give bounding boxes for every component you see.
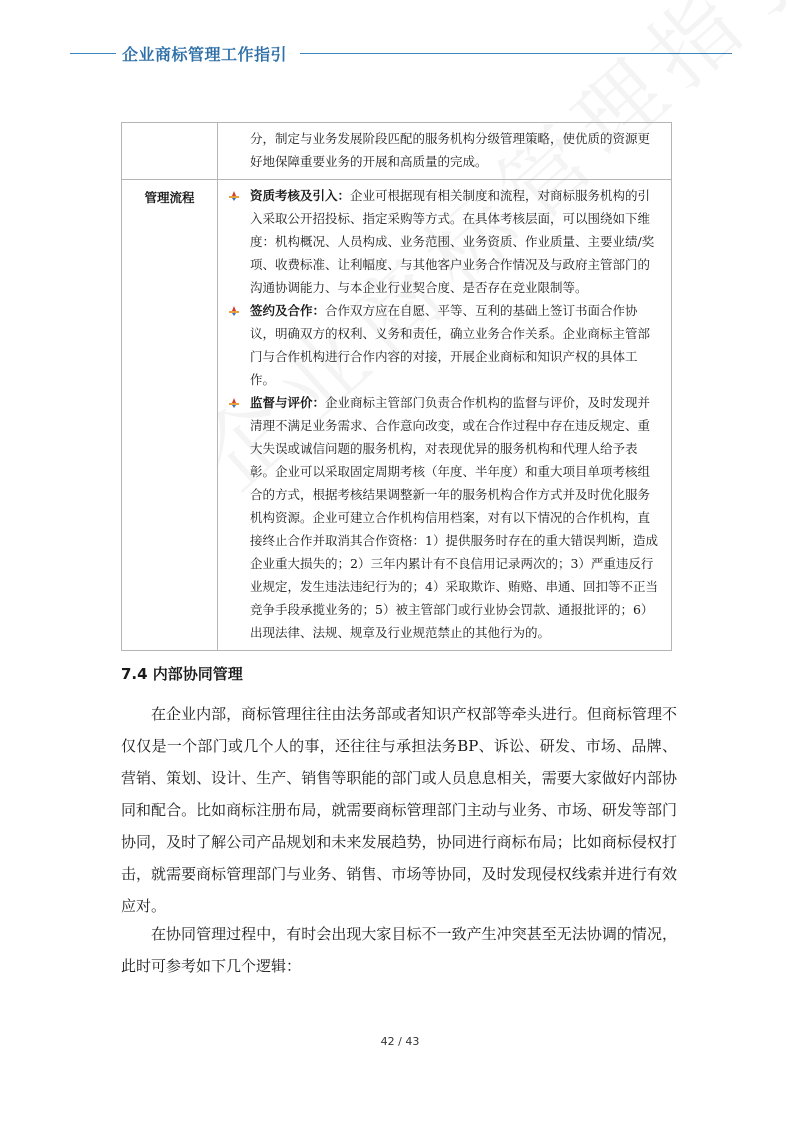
bullet-arrow-icon (228, 397, 240, 409)
bullet-arrow-icon (228, 305, 240, 317)
row-label: 管理流程 (122, 180, 218, 651)
header-rule-left (70, 53, 116, 54)
bullet-item-contract (228, 299, 661, 391)
bullet-head: 监督与评价： (250, 395, 326, 410)
page-number: 42 / 43 (380, 1035, 420, 1048)
body-paragraph: 在协同管理过程中，有时会出现大家目标不一致产生冲突甚至无法协调的情况，此时可参考如下几个逻辑： (121, 925, 677, 975)
header-rule-right (300, 53, 732, 54)
header-title: 企业商标管理工作指引 (122, 45, 288, 64)
management-table (121, 122, 672, 651)
bullet-text: 企业可根据现有相关制度和流程，对商标服务机构的引入采取公开招投标、指定采购等方式。在具体考核层面，可以围绕如下维度：机构概况、人员构成、业务范围、业务资质、作业质量、主要业绩/奖项、收费标准、让利幅度、与其他客户业务合作情况及与政府主管部门的沟通协调能力、与本企业行业契合度、是否存在竞业限制等。 (250, 188, 655, 295)
table-row (122, 180, 672, 651)
page-header (70, 40, 732, 66)
continuation-text: 分，制定与业务发展阶段匹配的服务机构分级管理策略，使优质的资源更好地保障重要业务的开展和高质量的完成。 (250, 131, 651, 169)
continuation-cell (218, 123, 672, 180)
bullet-item-evaluation (228, 391, 661, 644)
process-cell (218, 180, 672, 651)
bullet-head: 资质考核及引入： (250, 188, 351, 203)
bullet-arrow-icon (228, 190, 240, 202)
bullet-head: 签约及合作： (250, 303, 326, 318)
empty-label-cell (122, 123, 218, 180)
section-title: 7.4 内部协同管理 (121, 665, 243, 683)
bullet-text: 企业商标主管部门负责合作机构的监督与评价，及时发现并清理不满足业务需求、合作意向改变，或在合作过程中存在违反规定、重大失误或诚信问题的服务机构，对表现优异的服务机构和代理人给予表彰。企业可以采取固定周期考核（年度、半年度）和重大项目单项考核组合的方式，根据考核结果调整新一年的服务机构合作方式并及时优化服务机构资源。企业可建立合作机构信用档案，对有以下情况的合作机构，直接终止合作并取消其合作资格：1）提供服务时存在的重大错误判断，造成企业重大损失的；2）三年内累计有不良信用记录两次的；3）严重违反行业规定，发生违法违纪行为的；4）采取欺诈、贿赂、串通、回扣等不正当竞争手段承揽业务的；5）被主管部门或行业协会罚款、通报批评的；6）出现法律、法规、规章及行业规范禁止的其他行为的。 (250, 395, 658, 640)
bullet-text: 合作双方应在自愿、平等、互利的基础上签订书面合作协议，明确双方的权利、义务和责任，确立业务合作关系。企业商标主管部门与合作机构进行合作内容的对接，开展企业商标和知识产权的具体工作。 (250, 303, 651, 387)
body-paragraph: 在企业内部，商标管理往往由法务部或者知识产权部等牵头进行。但商标管理不仅仅是一个部门或几个人的事，还往往与承担法务BP、诉讼、研发、市场、品牌、营销、策划、设计、生产、销售等职能的部门或人员息息相关，需要大家做好内部协同和配合。比如商标注册布局，就需要商标管理部门主动与业务、市场、研发等部门协同，及时了解公司产品规划和未来发展趋势，协同进行商标布局；比如商标侵权打击，就需要商标管理部门与业务、销售、市场等协同，及时发现侵权线索并进行有效应对。 (121, 705, 677, 915)
bullet-item-qualification (228, 184, 661, 299)
table-row (122, 123, 672, 180)
